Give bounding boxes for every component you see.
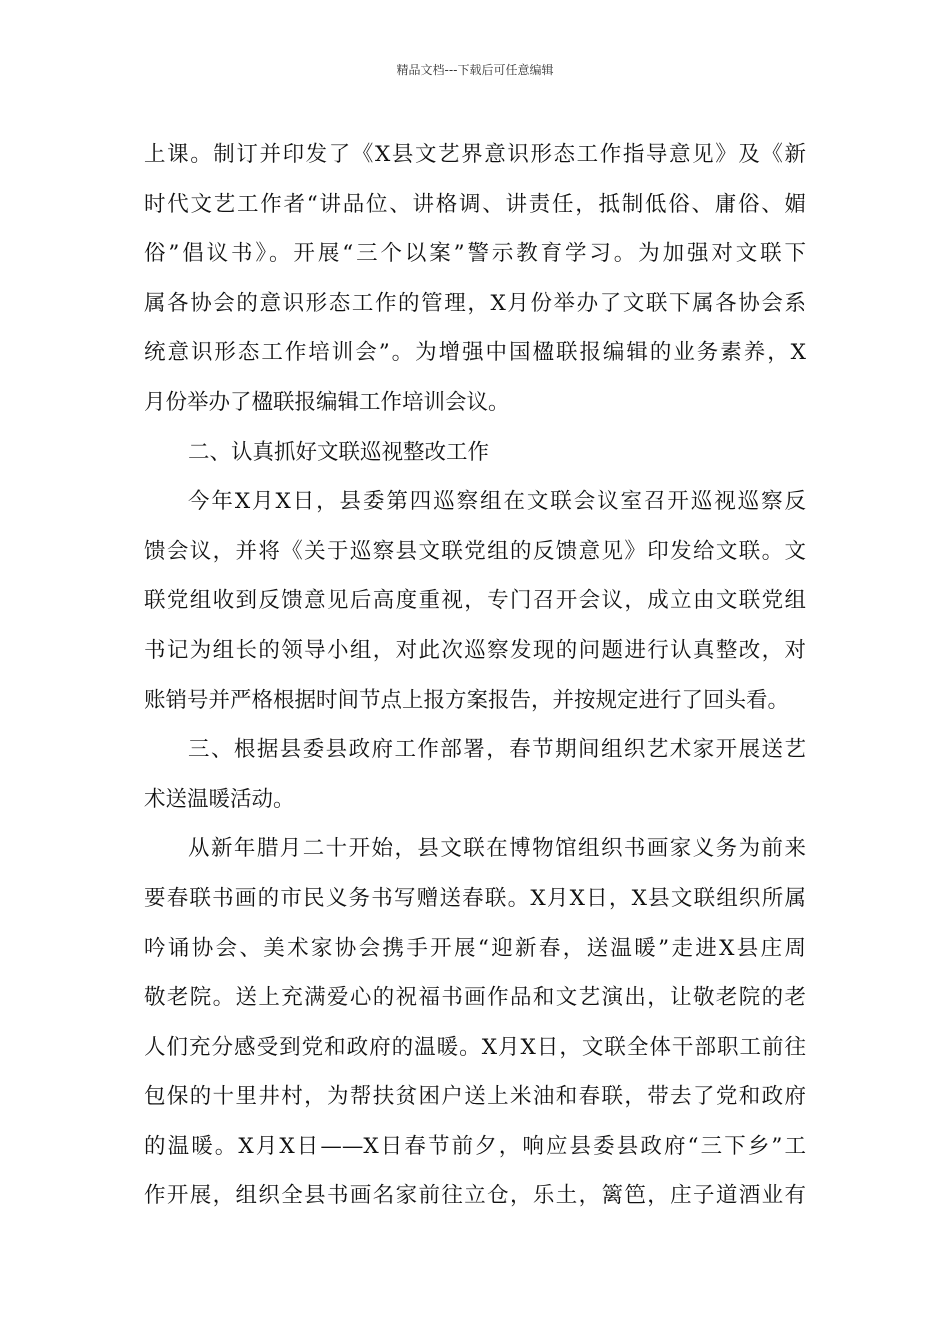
text-line: 联党组收到反馈意见后高度重视，专门召开会议，成立由文联党组	[144, 588, 806, 614]
text-line: 统意识形态工作培训会”。为增强中国楹联报编辑的业务素养，X	[144, 340, 806, 366]
text-line: 的温暖。X月X日——X日春节前夕，响应县委县政府“三下乡”工	[144, 1133, 806, 1159]
text-line: 账销号并严格根据时间节点上报方案报告，并按规定进行了回头看。	[144, 687, 790, 713]
text-line: 从新年腊月二十开始，县文联在博物馆组织书画家义务为前来	[188, 836, 806, 862]
text-line: 书记为组长的领导小组，对此次巡察发现的问题进行认真整改，对	[144, 637, 806, 663]
section-heading-continuation: 术送温暖活动。	[144, 786, 295, 812]
text-line: 吟诵协会、美术家协会携手开展“迎新春，送温暖”走进X县庄周	[144, 935, 806, 961]
text-line: 馈会议，并将《关于巡察县文联党组的反馈意见》印发给文联。文	[144, 538, 806, 564]
text-line: 要春联书画的市民义务书写赠送春联。X月X日，X县文联组织所属	[144, 885, 806, 911]
text-line: 人们充分感受到党和政府的温暖。X月X日，文联全体干部职工前往	[144, 1034, 806, 1060]
text-line: 属各协会的意识形态工作的管理，X月份举办了文联下属各协会系	[144, 290, 806, 316]
text-line: 包保的十里井村，为帮扶贫困户送上米油和春联，带去了党和政府	[144, 1084, 806, 1110]
document-body	[144, 130, 806, 1221]
section-heading: 二、认真抓好文联巡视整改工作	[188, 439, 490, 465]
text-line: 月份举办了楹联报编辑工作培训会议。	[144, 389, 510, 415]
text-line: 时代文艺工作者“讲品位、讲格调、讲责任，抵制低俗、庸俗、媚	[144, 191, 806, 217]
text-line: 上课。制订并印发了《X县文艺界意识形态工作指导意见》及《新	[144, 142, 806, 167]
page-header: 精品文档---下载后可任意编辑	[396, 63, 554, 77]
section-heading: 三、根据县委县政府工作部署，春节期间组织艺术家开展送艺	[188, 737, 806, 763]
text-line: 俗”倡议书》。开展“三个以案”警示教育学习。为加强对文联下	[144, 241, 806, 267]
text-line: 作开展，组织全县书画名家前往立仓，乐土，篱笆，庄子道酒业有	[144, 1183, 806, 1209]
text-line: 敬老院。送上充满爱心的祝福书画作品和文艺演出，让敬老院的老	[144, 985, 806, 1011]
text-line: 今年X月X日，县委第四巡察组在文联会议室召开巡视巡察反	[188, 489, 806, 515]
